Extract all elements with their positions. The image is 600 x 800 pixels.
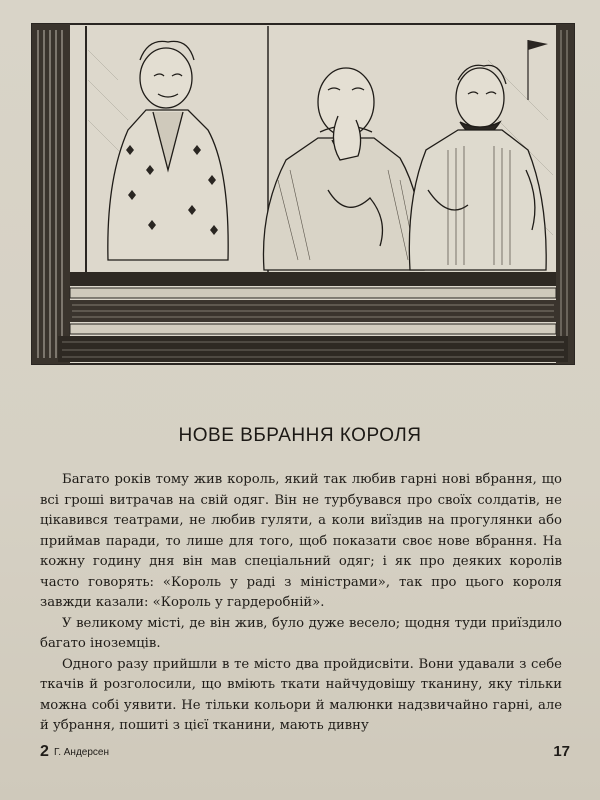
paragraph: Одного разу прийшли в те місто два пройдисвіти. Вони удавали з себе ткачів й розголосили, що вміють ткати найчудовішу тканину, яку тільки можна собі уявити. Не тільки кольори й малюнки надзвичайно гарні, але й убрання, пошиті з цієї тканини, мають дивну <box>40 656 562 733</box>
signature-number: 2 <box>40 743 49 760</box>
signature-author: Г. Андерсен <box>54 747 109 758</box>
paragraph: Багато років тому жив король, який так любив гарні нові вбрання, що всі гроші витрачав на свій одяг. Він не турбувався про своїх солдатів, не цікавився театрами, не любив гуляти, а коли виїздив на прогулянки або приймав паради, то лише для того, щоб показати своє нове вбрання. На кожну годину дня він мав спеціальний одяг; і як про деяких королів часто говорять: «Король у раді з міністрами», так про цього короля завжди казали: «Король у гардеробній». <box>40 472 562 610</box>
page-footer <box>40 743 570 767</box>
paragraph: У великому місті, де він жив, було дуже весело; щодня туди приїздило багато іноземців. <box>40 615 562 651</box>
page-number: 17 <box>553 743 570 760</box>
illustration-three-men <box>28 20 578 372</box>
story-title: НОВЕ ВБРАННЯ КОРОЛЯ <box>178 425 422 446</box>
story-text <box>40 470 562 737</box>
